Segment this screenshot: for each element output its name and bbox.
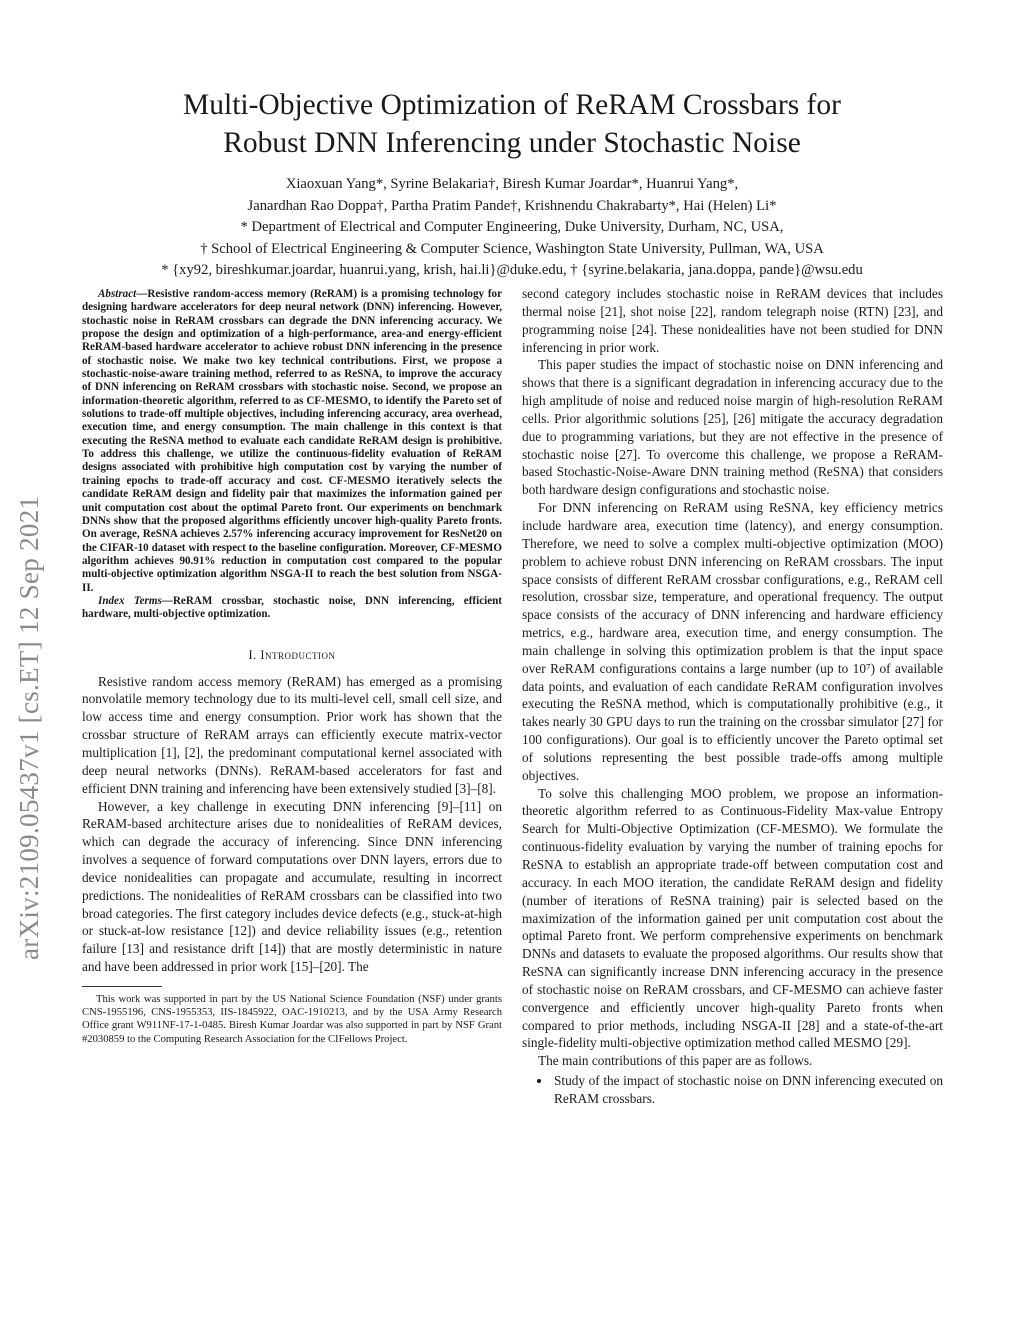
funding-footnote: This work was supported in part by the US National Science Foundation (NSF) under grants CNS-1955196, CNS-1955353, IIS-1845922, OAC-1910213, and by the USA Army Research Office grant W911NF-17-1-0485. Biresh Kumar Joardar was also supported in part by NSF Grant #2030859 to the Computing Research Association for the CIFellows Project. <box>82 993 502 1045</box>
title-line-1: Multi-Objective Optimization of ReRAM Crossbars for <box>183 89 841 121</box>
abstract <box>82 288 502 595</box>
footnote-rule <box>82 986 162 987</box>
intro-paragraph-4: For DNN inferencing on ReRAM using ReSNA, key efficiency metrics include hardware area, execution time (latency), and energy consumption. Therefore, we need to solve a complex multi-objective optimization (MOO) problem to achieve robust DNN inferencing on ReRAM crossbars. The input space consists of different ReRAM crossbar configurations, e.g., ReRAM cell resolution, crossbar size, temperature, and operational frequency. The output space consists of the accuracy of DNN inferencing and hardware efficiency metrics, e.g., hardware area, execution time, and energy consumption. The main challenge in solving this optimization problem is that the input space over ReRAM configurations contains a large number (up to 10⁷) of available data points, and evaluation of each candidate ReRAM configuration involves executing the ReSNA method, which is computationally prohibitive (e.g., it takes nearly 30 GPU days to run the training on the crossbar simulator [27] for 100 configurations). Our goal is to efficiently uncover the Pareto optimal set of solutions representing the best possible trade-offs among multiple objectives. <box>522 500 943 783</box>
affiliation-duke: * Department of Electrical and Computer Engineering, Duke University, Durham, NC, USA, <box>240 219 784 235</box>
contributions-list <box>522 1072 943 1108</box>
section-heading-introduction <box>82 648 502 663</box>
affiliation-wsu: † School of Electrical Engineering & Computer Science, Washington State University, Pullman, WA, USA <box>200 240 824 257</box>
index-terms <box>82 595 502 622</box>
author-line-1: Xiaoxuan Yang*, Syrine Belakaria†, Biresh Kumar Joardar*, Huanrui Yang*, <box>285 176 739 192</box>
title-line-2: Robust DNN Inferencing under Stochastic Noise <box>223 127 801 159</box>
abstract-text: —Resistive random-access memory (ReRAM) is a promising technology for designing hardware accelerators for deep neural network (DNN) inferencing. However, stochastic noise in ReRAM crossbars can degrade the DNN inferencing accuracy. We propose the design and optimization of a high-performance, area-and energy-efficient ReRAM-based hardware accelerator to achieve robust DNN inferencing in the presence of stochastic noise. We make two key technical contributions. First, we propose a stochastic-noise-aware training method, referred to as ReSNA, to improve the accuracy of DNN inferencing on ReRAM crossbars with stochastic noise. Second, we propose an information-theoretic algorithm, referred to as CF-MESMO, to identify the Pareto set of solutions to trade-off multiple objectives, including inferencing accuracy, area overhead, execution time, and energy consumption. The main challenge in this context is that executing the ReSNA method to evaluate each candidate ReRAM design is prohibitive. To address this challenge, we utilize the continuous-fidelity evaluation of ReRAM designs associated with prohibitive high computation cost by varying the number of training epochs to trade-off accuracy and cost. CF-MESMO iteratively selects the candidate ReRAM design and fidelity pair that maximizes the information gained per unit computation cost about the optimal Pareto front. Our experiments on benchmark DNNs show that the proposed algorithms efficiently uncover high-quality Pareto fronts. On average, ReSNA achieves 2.57% inferencing accuracy improvement for ResNet20 on the CIFAR-10 dataset with respect to the baseline configuration. Moreover, CF-MESMO algorithm achieves 90.91% reduction in computation cost compared to the popular multi-objective optimization algorithm NSGA-II to reach the best solution from NSGA-II. <box>82 288 502 594</box>
author-emails: * {xy92, bireshkumar.joardar, huanrui.yang, krish, hai.li}@duke.edu, † {syrine.belakaria, jana.doppa, pande}@wsu.edu <box>161 262 863 278</box>
right-column <box>522 285 943 1108</box>
index-terms-text: —ReRAM crossbar, stochastic noise, DNN inferencing, efficient hardware, multi-objective optimization. <box>82 594 502 621</box>
intro-paragraph-2: However, a key challenge in executing DNN inferencing [9]–[11] on ReRAM-based architecture arises due to nonidealities of ReRAM devices, which can degrade the accuracy of inferencing. Since DNN inferencing involves a sequence of forward computations over DNN layers, errors due to device nonidealities can propagate and accumulate, resulting in incorrect predictions. The nonidealities of ReRAM crossbars can be classified into two broad categories. The first category includes device defects (e.g., stuck-at-high or stuck-at-low resistance [12]) and device reliability issues (e.g., retention failure [13] and resistance drift [14]) that are mostly deterministic in nature and have been addressed in prior work [15]–[20]. The <box>82 798 502 975</box>
section-number: I. <box>248 647 257 662</box>
author-line-2: Janardhan Rao Doppa†, Partha Pratim Pande†, Krishnendu Chakrabarty*, Hai (Helen) Li* <box>247 197 777 214</box>
intro-paragraph-continued: second category includes stochastic noise in ReRAM devices that includes thermal noise [21], shot noise [22], random telegraph noise (RTN) [23], and programming noise [24]. These nonidealities have not been studied for DNN inferencing in prior work. <box>522 286 943 355</box>
intro-paragraph-1: Resistive random access memory (ReRAM) has emerged as a promising nonvolatile memory technology due to its multi-level cell, small cell size, and low access time and energy consumption. Prior work has shown that the crossbar structure of ReRAM arrays can efficiently execute matrix-vector multiplication [1], [2], the predominant computational kernel associated with deep neural networks (DNNs). ReRAM-based accelerators for fast and efficient DNN training and inferencing have been extensively studied [3]–[8]. <box>82 673 502 796</box>
author-block <box>60 174 964 282</box>
left-column <box>82 288 502 1046</box>
arxiv-stamp: arXiv:2109.05437v1 [cs.ET] 12 Sep 2021 <box>14 495 44 960</box>
section-title: Introduction <box>260 647 336 662</box>
index-terms-label: Index Terms <box>98 594 162 607</box>
paper-title <box>60 86 964 162</box>
intro-paragraph-6: The main contributions of this paper are as follows. <box>538 1053 813 1069</box>
intro-paragraph-5: To solve this challenging MOO problem, we propose an information-theoretic algorithm referred to as Continuous-Fidelity Max-value Entropy Search for Multi-Objective Optimization (CF-MESMO). We formulate the continuous-fidelity evaluation by varying the number of training epochs for ReSNA to establish an appropriate trade-off between computation cost and accuracy. In each MOO iteration, the candidate ReRAM design and fidelity (number of iterations of ReSNA training) pair is selected based on the maximization of the information gained per unit computation cost about the optimal Pareto front. We perform comprehensive experiments on benchmark DNNs and datasets to evaluate the proposed algorithms. Our results show that ReSNA can significantly increase DNN inferencing accuracy in the presence of stochastic noise on ReRAM crossbars, and CF-MESMO can achieve faster convergence and efficiently uncover high-quality Pareto fronts when compared to prior methods, including NSGA-II [28] and a state-of-the-art single-fidelity multi-objective optimization method called MESMO [29]. <box>522 785 943 1051</box>
list-item: • Study of the impact of stochastic noise on DNN inferencing executed on ReRAM crossbars. <box>552 1072 943 1108</box>
abstract-label: Abstract <box>98 288 137 300</box>
intro-paragraph-3: This paper studies the impact of stochastic noise on DNN inferencing and shows that there is a significant degradation in inferencing accuracy due to the high amplitude of noise and reduced noise margin of high-resolution ReRAM cells. Prior algorithmic solutions [25], [26] mitigate the accuracy degradation due to programming variations, but they are not effective in the presence of stochastic noise [27]. To overcome this challenge, we propose a ReRAM-based Stochastic-Noise-Aware DNN training method (ReSNA) that considers both hardware design configurations and stochastic noise. <box>522 357 943 498</box>
